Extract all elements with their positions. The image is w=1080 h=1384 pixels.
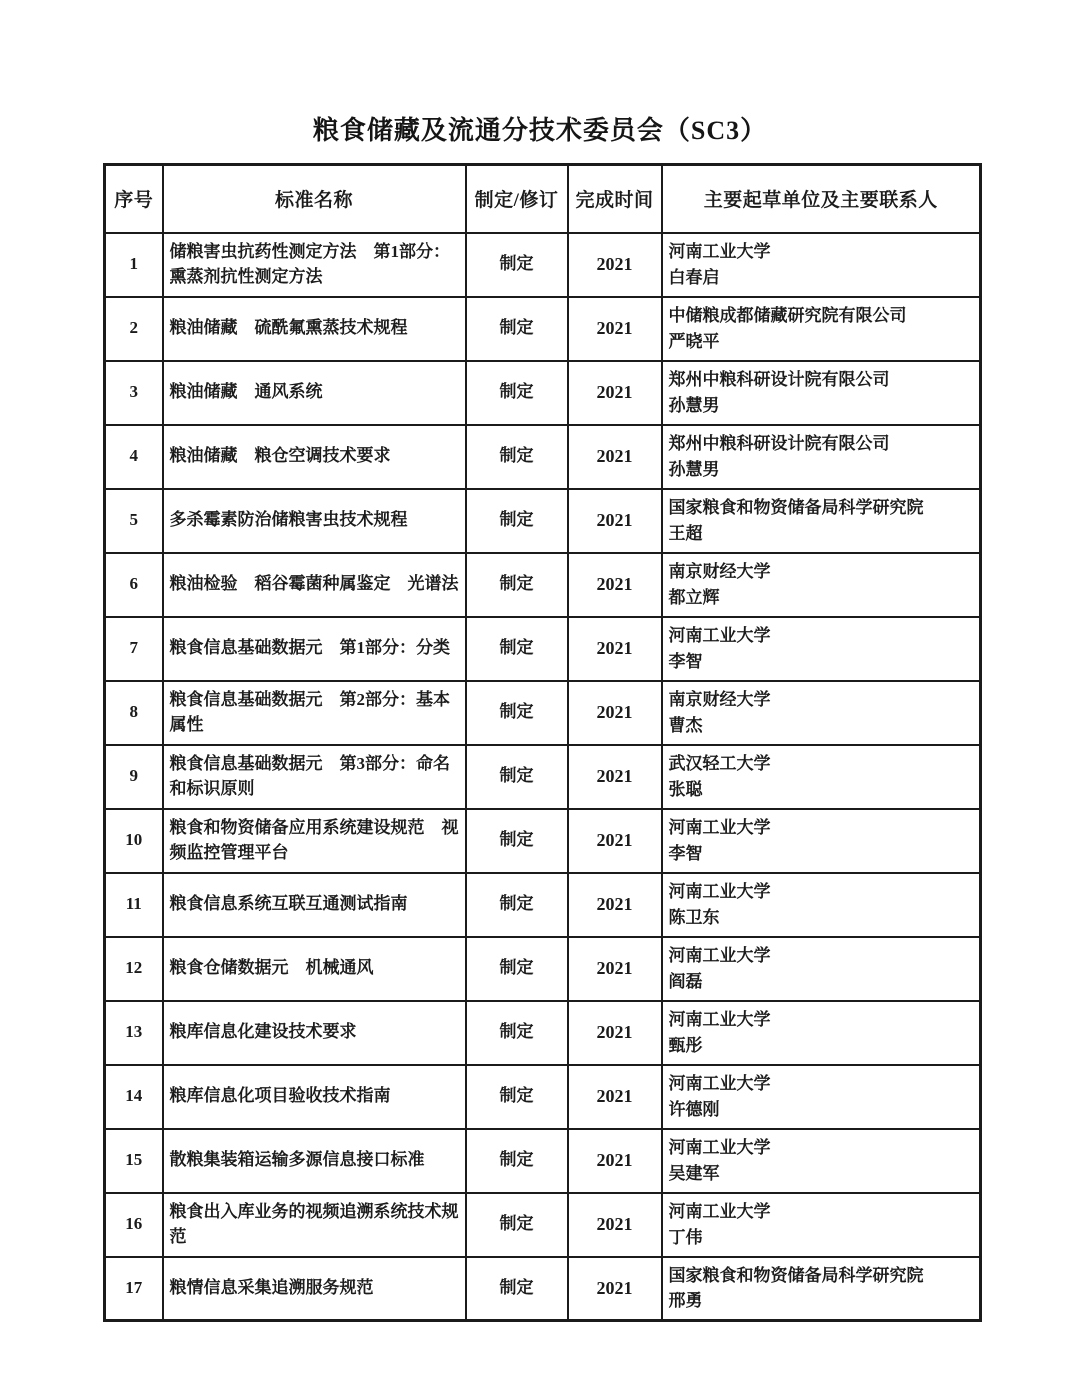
standard-name-cell: 粮油储藏 粮仓空调技术要求 xyxy=(163,425,466,489)
org-contact-cell xyxy=(662,233,981,297)
org-name: 国家粮食和物资储备局科学研究院 xyxy=(668,498,924,517)
org-name: 河南工业大学 xyxy=(668,1074,771,1093)
standards-table xyxy=(103,163,982,1322)
standard-name-cell: 粮库信息化建设技术要求 xyxy=(163,1001,466,1065)
org-name: 南京财经大学 xyxy=(668,690,771,709)
serial-number-cell: 3 xyxy=(105,361,163,425)
org-contact-cell xyxy=(662,1257,981,1321)
org-contact-cell xyxy=(662,553,981,617)
draft-type-cell: 制定 xyxy=(466,617,568,681)
org-contact-cell xyxy=(662,617,981,681)
org-name: 武汉轻工大学 xyxy=(668,754,771,773)
table-row xyxy=(105,361,981,425)
header-completion-time: 完成时间 xyxy=(568,165,662,233)
draft-type-cell: 制定 xyxy=(466,233,568,297)
draft-type-cell: 制定 xyxy=(466,297,568,361)
serial-number-cell: 17 xyxy=(105,1257,163,1321)
draft-type-cell: 制定 xyxy=(466,361,568,425)
table-row xyxy=(105,233,981,297)
draft-type-cell: 制定 xyxy=(466,937,568,1001)
completion-year-cell: 2021 xyxy=(568,809,662,873)
table-row xyxy=(105,937,981,1001)
completion-year-cell: 2021 xyxy=(568,937,662,1001)
completion-year-cell: 2021 xyxy=(568,681,662,745)
table-row xyxy=(105,809,981,873)
draft-type-cell: 制定 xyxy=(466,873,568,937)
serial-number-cell: 16 xyxy=(105,1193,163,1257)
serial-number-cell: 9 xyxy=(105,745,163,809)
draft-type-cell: 制定 xyxy=(466,1129,568,1193)
table-row xyxy=(105,617,981,681)
contact-name: 孙慧男 xyxy=(668,459,720,479)
org-name: 河南工业大学 xyxy=(668,818,771,837)
standard-name-cell: 粮食信息系统互联互通测试指南 xyxy=(163,873,466,937)
serial-number-cell: 8 xyxy=(105,681,163,745)
completion-year-cell: 2021 xyxy=(568,425,662,489)
serial-number-cell: 2 xyxy=(105,297,163,361)
org-contact-cell xyxy=(662,1193,981,1257)
serial-number-cell: 13 xyxy=(105,1001,163,1065)
completion-year-cell: 2021 xyxy=(568,617,662,681)
contact-name: 严晓平 xyxy=(668,331,720,351)
contact-name: 王超 xyxy=(668,523,703,543)
contact-name: 白春启 xyxy=(668,267,720,287)
serial-number-cell: 11 xyxy=(105,873,163,937)
contact-name: 邢勇 xyxy=(668,1291,703,1311)
standard-name-cell: 粮食和物资储备应用系统建设规范 视频监控管理平台 xyxy=(163,809,466,873)
draft-type-cell: 制定 xyxy=(466,681,568,745)
completion-year-cell: 2021 xyxy=(568,1001,662,1065)
table-row xyxy=(105,1065,981,1129)
serial-number-cell: 4 xyxy=(105,425,163,489)
serial-number-cell: 15 xyxy=(105,1129,163,1193)
draft-type-cell: 制定 xyxy=(466,1257,568,1321)
org-contact-cell xyxy=(662,1129,981,1193)
org-name: 河南工业大学 xyxy=(668,1202,771,1221)
contact-name: 丁伟 xyxy=(668,1227,703,1247)
org-contact-cell xyxy=(662,361,981,425)
completion-year-cell: 2021 xyxy=(568,489,662,553)
standard-name-cell: 粮食出入库业务的视频追溯系统技术规范 xyxy=(163,1193,466,1257)
completion-year-cell: 2021 xyxy=(568,233,662,297)
org-contact-cell xyxy=(662,425,981,489)
draft-type-cell: 制定 xyxy=(466,1193,568,1257)
org-name: 河南工业大学 xyxy=(668,626,771,645)
org-name: 河南工业大学 xyxy=(668,242,771,261)
standard-name-cell: 粮库信息化项目验收技术指南 xyxy=(163,1065,466,1129)
contact-name: 阎磊 xyxy=(668,971,703,991)
draft-type-cell: 制定 xyxy=(466,1065,568,1129)
standard-name-cell: 散粮集装箱运输多源信息接口标准 xyxy=(163,1129,466,1193)
header-org-and-contact: 主要起草单位及主要联系人 xyxy=(662,165,981,233)
completion-year-cell: 2021 xyxy=(568,361,662,425)
completion-year-cell: 2021 xyxy=(568,1065,662,1129)
org-contact-cell xyxy=(662,1065,981,1129)
contact-name: 都立辉 xyxy=(668,587,720,607)
table-row xyxy=(105,681,981,745)
standard-name-cell: 粮食仓储数据元 机械通风 xyxy=(163,937,466,1001)
standard-name-cell: 粮食信息基础数据元 第2部分：基本属性 xyxy=(163,681,466,745)
contact-name: 张聪 xyxy=(668,779,703,799)
draft-type-cell: 制定 xyxy=(466,553,568,617)
org-name: 郑州中粮科研设计院有限公司 xyxy=(668,370,890,389)
contact-name: 孙慧男 xyxy=(668,395,720,415)
org-name: 南京财经大学 xyxy=(668,562,771,581)
completion-year-cell: 2021 xyxy=(568,1257,662,1321)
table-row xyxy=(105,425,981,489)
serial-number-cell: 6 xyxy=(105,553,163,617)
table-row xyxy=(105,1129,981,1193)
header-standard-name: 标准名称 xyxy=(163,165,466,233)
draft-type-cell: 制定 xyxy=(466,1001,568,1065)
header-draft-or-revise: 制定/修订 xyxy=(466,165,568,233)
draft-type-cell: 制定 xyxy=(466,809,568,873)
org-contact-cell xyxy=(662,745,981,809)
table-row xyxy=(105,1001,981,1065)
org-contact-cell xyxy=(662,1001,981,1065)
table-body xyxy=(105,233,981,1321)
table-row xyxy=(105,297,981,361)
page-title: 粮食储藏及流通分技术委员会（SC3） xyxy=(312,116,768,145)
org-contact-cell xyxy=(662,297,981,361)
org-contact-cell xyxy=(662,873,981,937)
org-name: 河南工业大学 xyxy=(668,1010,771,1029)
contact-name: 甄彤 xyxy=(668,1035,703,1055)
org-name: 河南工业大学 xyxy=(668,882,771,901)
org-contact-cell xyxy=(662,681,981,745)
serial-number-cell: 7 xyxy=(105,617,163,681)
completion-year-cell: 2021 xyxy=(568,873,662,937)
contact-name: 陈卫东 xyxy=(668,907,720,927)
completion-year-cell: 2021 xyxy=(568,553,662,617)
org-name: 河南工业大学 xyxy=(668,946,771,965)
completion-year-cell: 2021 xyxy=(568,1193,662,1257)
org-contact-cell xyxy=(662,809,981,873)
serial-number-cell: 14 xyxy=(105,1065,163,1129)
table-row xyxy=(105,873,981,937)
table-row xyxy=(105,1257,981,1321)
standard-name-cell: 粮油储藏 硫酰氟熏蒸技术规程 xyxy=(163,297,466,361)
standard-name-cell: 粮情信息采集追溯服务规范 xyxy=(163,1257,466,1321)
contact-name: 许德刚 xyxy=(668,1099,720,1119)
table-row xyxy=(105,489,981,553)
serial-number-cell: 10 xyxy=(105,809,163,873)
completion-year-cell: 2021 xyxy=(568,1129,662,1193)
org-name: 中储粮成都储藏研究院有限公司 xyxy=(668,306,907,325)
draft-type-cell: 制定 xyxy=(466,489,568,553)
contact-name: 曹杰 xyxy=(668,715,703,735)
header-row xyxy=(105,165,981,233)
contact-name: 李智 xyxy=(668,651,703,671)
standard-name-cell: 粮食信息基础数据元 第1部分：分类 xyxy=(163,617,466,681)
draft-type-cell: 制定 xyxy=(466,425,568,489)
org-name: 河南工业大学 xyxy=(668,1138,771,1157)
serial-number-cell: 5 xyxy=(105,489,163,553)
org-contact-cell xyxy=(662,937,981,1001)
table-row xyxy=(105,1193,981,1257)
serial-number-cell: 1 xyxy=(105,233,163,297)
completion-year-cell: 2021 xyxy=(568,745,662,809)
standard-name-cell: 粮食信息基础数据元 第3部分：命名和标识原则 xyxy=(163,745,466,809)
contact-name: 吴建军 xyxy=(668,1163,720,1183)
draft-type-cell: 制定 xyxy=(466,745,568,809)
completion-year-cell: 2021 xyxy=(568,297,662,361)
org-contact-cell xyxy=(662,489,981,553)
standard-name-cell: 储粮害虫抗药性测定方法 第1部分：熏蒸剂抗性测定方法 xyxy=(163,233,466,297)
org-name: 郑州中粮科研设计院有限公司 xyxy=(668,434,890,453)
table-row xyxy=(105,745,981,809)
serial-number-cell: 12 xyxy=(105,937,163,1001)
table-row xyxy=(105,553,981,617)
header-serial-number: 序号 xyxy=(105,165,163,233)
standard-name-cell: 粮油储藏 通风系统 xyxy=(163,361,466,425)
standard-name-cell: 多杀霉素防治储粮害虫技术规程 xyxy=(163,489,466,553)
standard-name-cell: 粮油检验 稻谷霉菌种属鉴定 光谱法 xyxy=(163,553,466,617)
contact-name: 李智 xyxy=(668,843,703,863)
org-name: 国家粮食和物资储备局科学研究院 xyxy=(668,1265,924,1285)
